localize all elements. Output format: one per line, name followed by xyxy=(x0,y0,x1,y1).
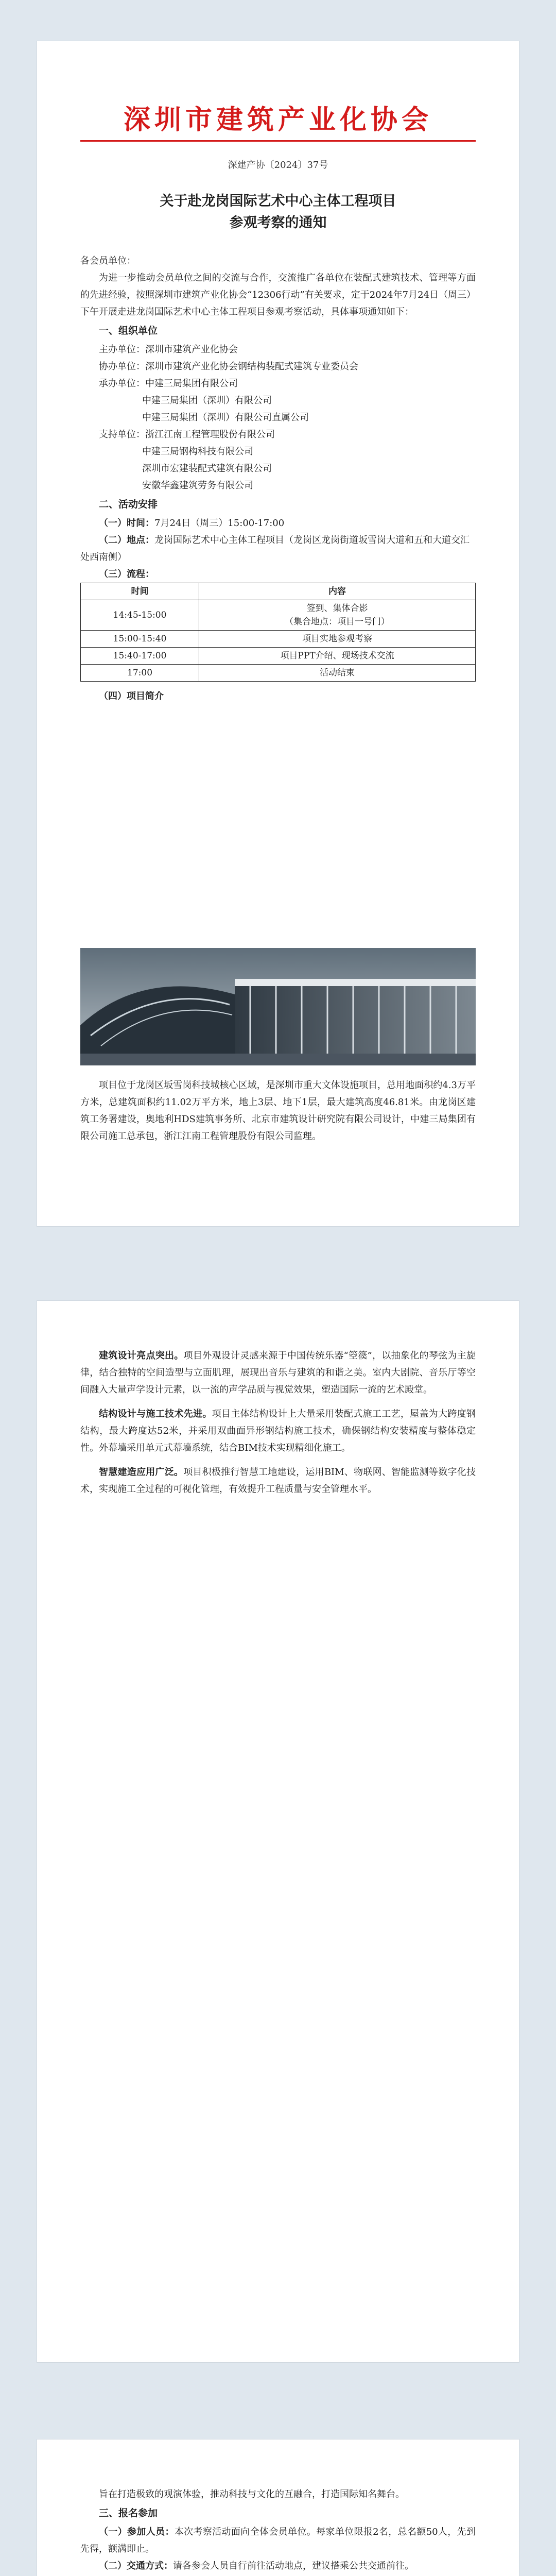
table-row: 14:45-15:00 签到、集体合影 （集合地点：项目一号门） xyxy=(81,600,476,631)
schedule-table xyxy=(80,583,476,682)
closing-paragraph: 旨在打造极致的观演体验，推动科技与文化的互融合，打造国际知名舞台。 xyxy=(99,2489,405,2500)
document-number: 深建产协〔2024〕37号 xyxy=(228,160,328,171)
org-row: 主办单位：深圳市建筑产业化协会 xyxy=(99,344,238,355)
document-page-1 xyxy=(37,41,519,1226)
section-heading: 一、组织单位 xyxy=(99,325,158,336)
table-row: 15:40-17:00 项目PPT介绍、现场技术交流 xyxy=(81,648,476,665)
org-row: 深圳市宏建装配式建筑有限公司 xyxy=(142,463,272,474)
col-header-time: 时间 xyxy=(81,583,199,600)
flow-label: （三）流程： xyxy=(99,569,154,580)
org-row: 中建三局钢构科技有限公司 xyxy=(142,446,253,457)
org-row: 承办单位：中建三局集团有限公司 xyxy=(99,378,238,389)
feature-paragraph: 结构设计与施工技术先进。项目主体结构设计上大量采用装配式施工工艺，屋盖为大跨度钢结构，最大跨度达52米，并采用双曲面异形钢结构施工技术，确保钢结构安装精度与整体稳定性。外幕墙采用单元式幕墙系统，结合BIM技术实现精细化施工。 xyxy=(80,1409,476,1453)
org-row: 中建三局集团（深圳）有限公司 xyxy=(142,395,272,406)
intro-paragraph: 为进一步推动会员单位之间的交流与合作，交流推广各单位在装配式建筑技术、管理等方面的先进经验，按照深圳市建筑产业化协会“12306行动”有关要求，定于2024年7月24日（周三）下午开展走进龙岗国际艺术中心主体工程项目参观考察活动，具体事项通知如下： xyxy=(80,273,476,317)
org-row: 安徽华鑫建筑劳务有限公司 xyxy=(142,480,253,491)
org-row: 支持单位：浙江江南工程管理股份有限公司 xyxy=(99,429,275,440)
registration-item: （二）交通方式：请各参会人员自行前往活动地点，建议搭乘公共交通前往。 xyxy=(99,2561,414,2571)
features-section xyxy=(80,1347,476,1498)
overview-heading: （四）项目简介 xyxy=(99,691,164,702)
project-photo xyxy=(80,948,476,1065)
project-photo-image xyxy=(80,948,476,1065)
org-row: 协办单位：深圳市建筑产业化协会钢结构装配式建筑专业委员会 xyxy=(99,361,358,372)
table-row: 15:00-15:40 项目实地参观考察 xyxy=(81,631,476,648)
time-row: （一）时间：7月24日（周三）15:00-17:00 xyxy=(99,518,285,529)
registration-item: （一）参加人员：本次考察活动面向全体会员单位。每家单位限报2名，总名额50人，先到先得，额满即止。 xyxy=(80,2527,476,2554)
overview-section xyxy=(80,1077,476,1145)
document-page-2 xyxy=(37,1301,519,2362)
org-row: 中建三局集团（深圳）有限公司直属公司 xyxy=(142,412,309,423)
section-heading: 二、活动安排 xyxy=(99,499,158,510)
body-section-1 xyxy=(80,252,476,706)
place-row: （二）地点：龙岗国际艺术中心主体工程项目（龙岗区龙岗街道坂雪岗大道和五和大道交汇处西南侧） xyxy=(80,535,470,563)
org-title: 深圳市建筑产业化协会 xyxy=(123,104,432,135)
header-rule xyxy=(80,140,476,142)
body-section-3 xyxy=(80,2486,476,2576)
col-header-content: 内容 xyxy=(199,583,476,600)
feature-paragraph: 智慧建造应用广泛。项目积极推行智慧工地建设，运用BIM、物联网、智能监测等数字化技术，实现施工全过程的可视化管理，有效提升工程质量与安全管理水平。 xyxy=(80,1467,476,1495)
document-title xyxy=(80,191,476,234)
title-line-1: 关于赴龙岗国际艺术中心主体工程项目 xyxy=(160,193,396,209)
section-heading: 三、报名参加 xyxy=(99,2507,158,2519)
feature-paragraph: 建筑设计亮点突出。项目外观设计灵感来源于中国传统乐器“箜篌”，以抽象化的琴弦为主旋律，结合独特的空间造型与立面肌理，展现出音乐与建筑的和谐之美。室内大剧院、音乐厅等空间融入大量声学设计元素，以一流的声学品质与视觉效果，塑造国际一流的艺术殿堂。 xyxy=(80,1350,476,1395)
table-header-row xyxy=(81,583,476,600)
overview-paragraph: 项目位于龙岗区坂雪岗科技城核心区域，是深圳市重大文体设施项目，总用地面积约4.3万平方米，总建筑面积约11.02万平方米，地上3层、地下1层，最大建筑高度46.81米。由龙岗区建筑工务署建设，奥地利HDS建筑事务所、北京市建筑设计研究院有限公司设计，中建三局集团有限公司施工总承包，浙江江南工程管理股份有限公司监理。 xyxy=(80,1080,476,1142)
salutation: 各会员单位： xyxy=(80,256,136,266)
table-row: 17:00 活动结束 xyxy=(81,665,476,682)
title-line-2: 参观考察的通知 xyxy=(229,215,327,231)
document-page-3 xyxy=(37,2439,519,2576)
